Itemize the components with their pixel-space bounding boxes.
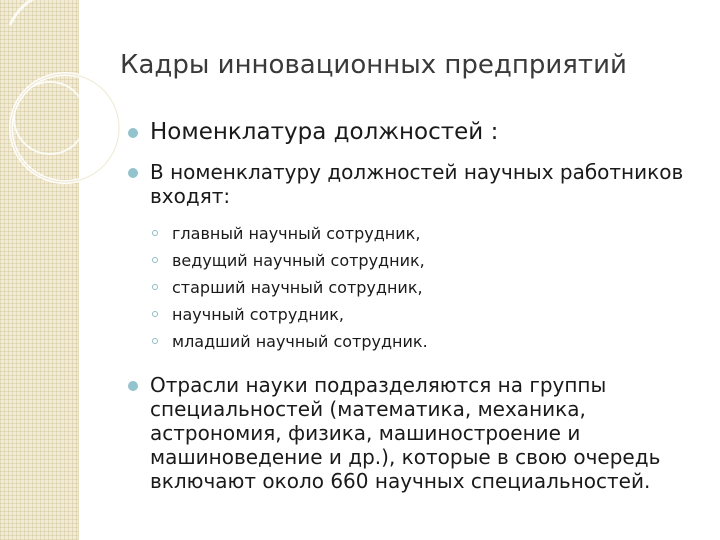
sub-list-item: младший научный сотрудник.	[128, 328, 698, 355]
sub-list-item: ведущий научный сотрудник,	[128, 247, 698, 274]
bullet-item	[128, 120, 698, 144]
bullet-text: В номенклатуру должностей научных работников входят:	[150, 160, 684, 208]
sub-list-item: научный сотрудник,	[128, 301, 698, 328]
ring-bullet-icon	[152, 257, 158, 263]
bullet-dot-icon	[128, 381, 138, 391]
slide-title: Кадры инновационных предприятий	[120, 50, 627, 80]
bullet-text: Отрасли науки подразделяются на группы специальностей (математика, механика, астрономия, физика, машиностроение и машиноведение и др.), которые в свою очередь включают около 660 научных специальностей.	[150, 373, 661, 493]
sub-list	[128, 220, 698, 355]
ring-bullet-icon	[152, 311, 158, 317]
bullet-dot-icon	[128, 128, 138, 138]
ring-bullet-icon	[152, 284, 158, 290]
ring-bullet-icon	[152, 230, 158, 236]
bullet-item	[128, 373, 698, 493]
bullet-text: Номенклатура должностей :	[150, 119, 499, 145]
slide-content	[128, 120, 698, 505]
bullet-item	[128, 160, 698, 208]
sub-list-item: старший научный сотрудник,	[128, 274, 698, 301]
sub-list-item: главный научный сотрудник,	[128, 220, 698, 247]
ring-bullet-icon	[152, 338, 158, 344]
bullet-dot-icon	[128, 168, 138, 178]
